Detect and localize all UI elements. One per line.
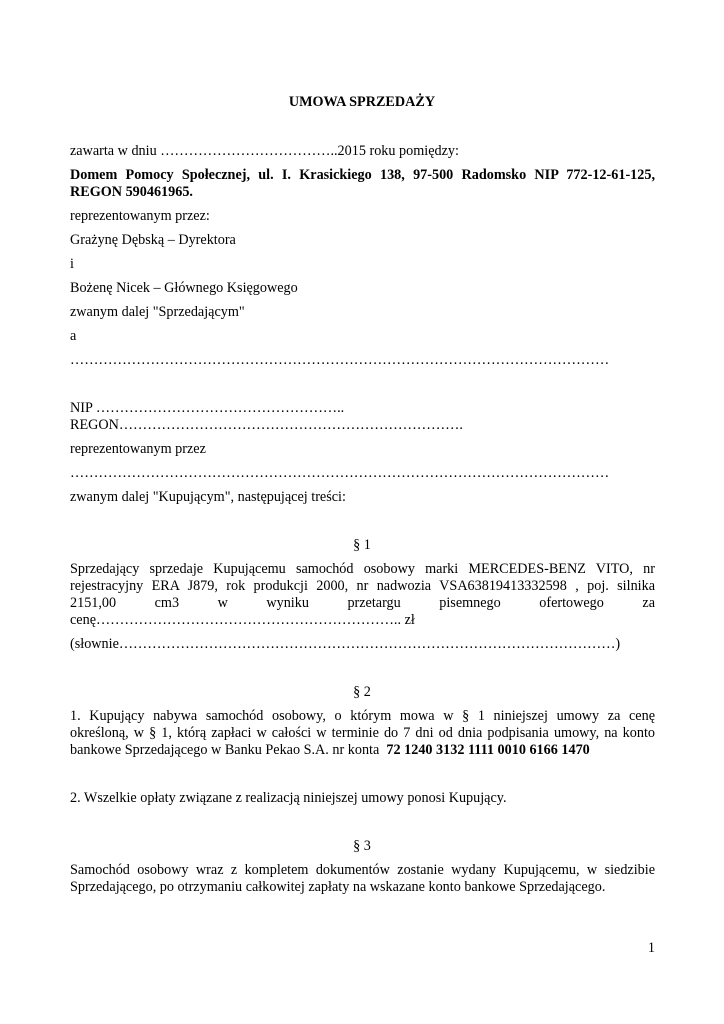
buyer-name-blank: …………………………………………………………………………………………………… — [70, 352, 610, 368]
section-1-line-1: Sprzedający sprzedaje Kupującemu samochód osobowy marki MERCEDES-BENZ VITO, nr — [70, 561, 655, 577]
section-1-price-line: cenę……………………………………………………….. zł — [70, 612, 415, 628]
section-1-line-3: 2151,00 cm3 w wyniku przetargu pisemnego ofertowego za — [70, 595, 655, 611]
seller-line-2: REGON 590461965. — [70, 184, 193, 200]
section-1-line-2: rejestracyjny ERA J879, rok produkcji 2000, nr nadwozia VSA63819413332598 , poj. silnika — [70, 578, 655, 594]
section-2-line-3 — [70, 742, 590, 759]
nip-blank: NIP …………………………………………….. — [70, 400, 345, 416]
section-1-heading: § 1 — [353, 537, 371, 553]
seller-alias: zwanym dalej "Sprzedającym" — [70, 304, 245, 320]
section-2-heading: § 2 — [353, 684, 371, 700]
buyer-representative-blank: …………………………………………………………………………………………………… — [70, 465, 610, 481]
section-3-line-2: Sprzedającego, po otrzymaniu całkowitej zapłaty na wskazane konto bankowe Sprzedającego. — [70, 879, 606, 895]
bank-account-number: 72 1240 3132 1111 0010 6166 1470 — [386, 742, 590, 758]
conjunction-and-2: a — [70, 328, 77, 344]
representative-1: Grażynę Dębską – Dyrektora — [70, 232, 236, 248]
regon-blank: REGON………………………………………………………………. — [70, 417, 463, 433]
section-2-line-2: określoną, w § 1, którą zapłaci w całości w terminie do 7 dni od dnia podpisania umowy, na konto — [70, 725, 655, 741]
document-title: UMOWA SPRZEDAŻY — [288, 94, 436, 110]
section-3-line-1: Samochód osobowy wraz z kompletem dokumentów zostanie wydany Kupującemu, w siedzibie — [70, 862, 655, 878]
concluded-date-line: zawarta w dniu ………………………………..2015 roku pomiędzy: — [70, 143, 459, 159]
represented-by-label: reprezentowanym przez: — [70, 208, 210, 224]
section-2-paragraph-2: 2. Wszelkie opłaty związane z realizacją niniejszej umowy ponosi Kupujący. — [70, 790, 507, 806]
representative-2: Bożenę Nicek – Głównego Księgowego — [70, 280, 298, 296]
buyer-alias: zwanym dalej "Kupującym", następującej treści: — [70, 489, 346, 505]
conjunction-and-1: i — [70, 256, 74, 272]
section-1-price-words-line: (słownie……………………………………………………………………………………………) — [70, 636, 621, 652]
page-number: 1 — [647, 940, 655, 956]
section-3-heading: § 3 — [353, 838, 371, 854]
bank-account-label: bankowe Sprzedającego w Banku Pekao S.A. nr konta — [70, 742, 380, 758]
seller-line-1: Domem Pomocy Społecznej, ul. I. Krasickiego 138, 97-500 Radomsko NIP 772-12-61-125, — [70, 167, 655, 183]
represented-by-label-2: reprezentowanym przez — [70, 441, 206, 457]
section-2-line-1: 1. Kupujący nabywa samochód osobowy, o którym mowa w § 1 niniejszej umowy za cenę — [70, 708, 655, 724]
